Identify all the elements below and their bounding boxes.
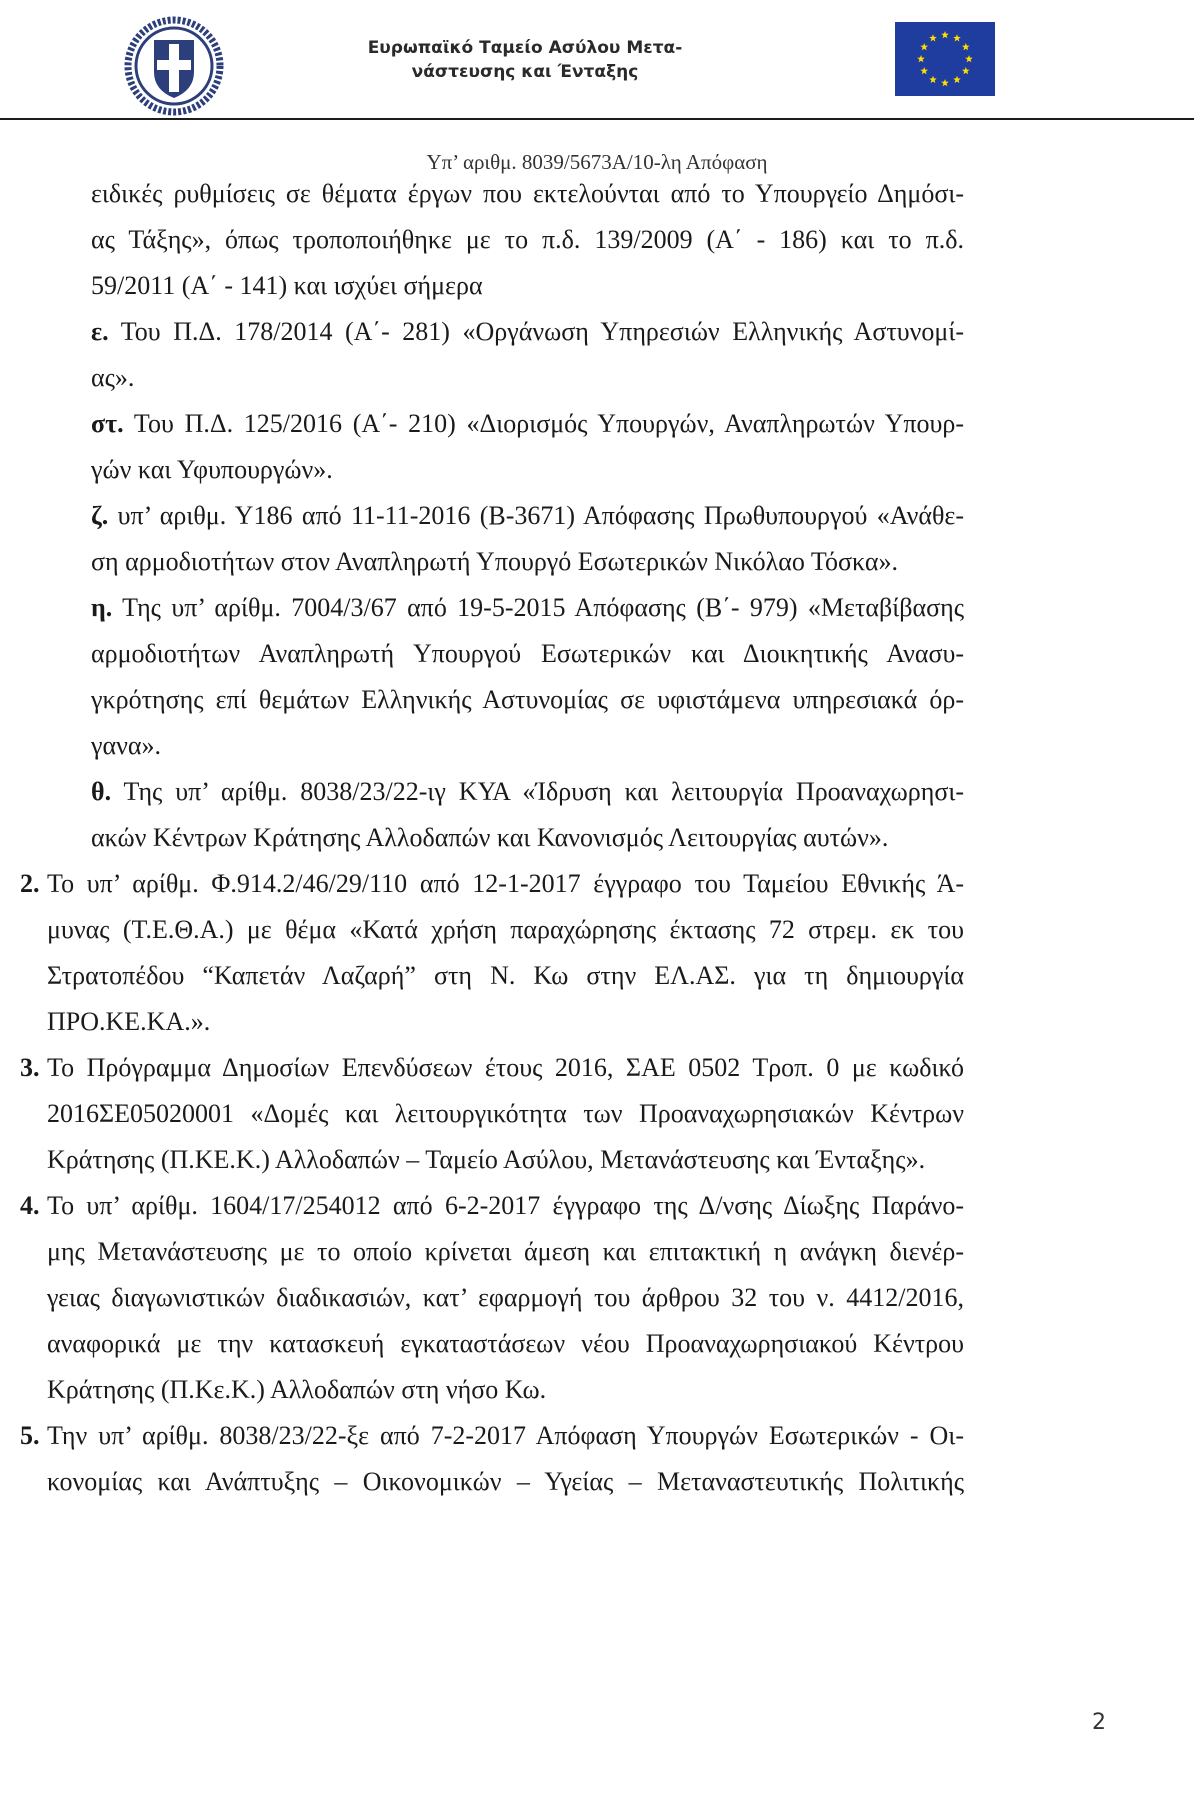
body-line: Κράτησης (Π.Κε.Κ.) Αλλοδαπών στη νήσο Κω. [47, 1375, 547, 1404]
body-line: ειδικές ρυθμίσεις σε θέματα έργων που εκτελούνται από το Υπουργείο Δημόσι- [91, 179, 964, 208]
fund-title-line-2: νάστευσης και Ένταξης [411, 62, 639, 82]
list-item-st [91, 398, 964, 450]
numbered-item-4: Το υπ’ αρίθμ. 1604/17/254012 από 6-2-2017 έγγραφο της Δ/νσης Δίωξης Παράνο- [47, 1191, 964, 1220]
list-item-z [91, 490, 964, 542]
body-line: μυνας (Τ.Ε.Θ.Α.) με θέμα «Κατά χρήση παραχώρησης έκτασης 72 στρεμ. εκ του [47, 915, 964, 944]
body-line: ση αρμοδιοτήτων στον Αναπληρωτή Υπουργό Εσωτερικών Νικόλαο Τόσκα». [91, 547, 899, 576]
fund-title [355, 36, 695, 84]
item-marker: ε. [91, 317, 109, 346]
page-header [0, 0, 1194, 120]
item-text: Της υπ’ αρίθμ. 8038/23/22-ιγ ΚΥΑ «Ίδρυση και λειτουργία Προαναχωρησι- [123, 777, 964, 806]
page-number: 2 [1092, 1710, 1106, 1735]
body-line: μης Μετανάστευσης με το οποίο κρίνεται άμεση και επιτακτική η ανάγκη διενέρ- [47, 1237, 964, 1266]
item-number: 4. [20, 1191, 40, 1220]
body-line: Στρατοπέδου “Καπετάν Λαζαρή” στη Ν. Κω στην ΕΛ.ΑΣ. για τη δημιουργία [47, 961, 964, 990]
body-line: γανα». [91, 731, 161, 760]
item-marker: στ. [91, 409, 124, 438]
decision-reference: Υπ’ αριθμ. 8039/5673Α/10-λη Απόφαση [426, 150, 768, 174]
body-line: αναφορικά με την κατασκευή εγκαταστάσεων νέου Προαναχωρησιακού Κέντρου [47, 1329, 964, 1358]
body-line: ΠΡΟ.ΚΕ.ΚΑ.». [47, 1007, 211, 1036]
body-line: 59/2011 (Α΄ - 141) και ισχύει σήμερα [91, 271, 483, 300]
body-line: Κράτησης (Π.ΚΕ.Κ.) Αλλοδαπών – Ταμείο Ασύλου, Μετανάστευσης και Ένταξης». [47, 1145, 926, 1174]
body-line: 2016ΣΕ05020001 «Δομές και λειτουργικότητα των Προαναχωρησιακών Κέντρων [47, 1099, 964, 1128]
body-line: κονομίας και Ανάπτυξης – Οικονομικών – Υγείας – Μεταναστευτικής Πολιτικής [47, 1467, 964, 1496]
item-number: 3. [20, 1053, 40, 1082]
header-divider [0, 118, 1194, 120]
item-marker: ζ. [91, 501, 109, 530]
numbered-item-5: Την υπ’ αρίθμ. 8038/23/22-ξε από 7-2-2017 Απόφαση Υπουργών Εσωτερικών - Οι- [47, 1421, 964, 1450]
item-marker: θ. [91, 777, 112, 806]
item-text: Του Π.Δ. 125/2016 (Α΄- 210) «Διορισμός Υπουργών, Αναπληρωτών Υπουρ- [133, 409, 965, 438]
body-line: γκρότησης επί θεμάτων Ελληνικής Αστυνομίας σε υφιστάμενα υπηρεσιακά όρ- [91, 685, 964, 714]
body-line: ακών Κέντρων Κράτησης Αλλοδαπών και Κανονισμός Λειτουργίας αυτών». [91, 823, 889, 852]
body-line: ας Τάξης», όπως τροποποιήθηκε με το π.δ. 139/2009 (Α΄ - 186) και το π.δ. [91, 225, 964, 254]
item-number: 5. [20, 1421, 40, 1450]
item-marker: η. [91, 593, 113, 622]
numbered-item-2: Το υπ’ αρίθμ. Φ.914.2/46/29/110 από 12-1-2017 έγγραφο του Ταμείου Εθνικής Ά- [47, 869, 964, 898]
item-text: Του Π.Δ. 178/2014 (Α΄- 281) «Οργάνωση Υπηρεσιών Ελληνικής Αστυνομί- [120, 317, 965, 346]
item-text: Της υπ’ αρίθμ. 7004/3/67 από 19-5-2015 Απόφασης (Β΄- 979) «Μεταβίβασης [122, 593, 964, 622]
eu-flag-icon [895, 22, 995, 96]
body-line: αρμοδιοτήτων Αναπληρωτή Υπουργού Εσωτερικών και Διοικητικής Ανασυ- [91, 639, 964, 668]
greek-coat-of-arms-icon [124, 16, 224, 116]
fund-title-line-1: Ευρωπαϊκό Ταμείο Ασύλου Μετα- [367, 38, 683, 58]
body-line: γών και Υφυπουργών». [91, 455, 333, 484]
item-number: 2. [20, 869, 40, 898]
numbered-item-3: Το Πρόγραμμα Δημοσίων Επενδύσεων έτους 2016, ΣΑΕ 0502 Τροπ. 0 με κωδικό [47, 1053, 964, 1082]
list-item-th [91, 766, 964, 818]
list-item-e [91, 306, 964, 358]
list-item-i [91, 582, 964, 634]
item-text: υπ’ αριθμ. Υ186 από 11-11-2016 (Β-3671) Απόφασης Πρωθυπουργού «Ανάθε- [117, 501, 965, 530]
body-line: γειας διαγωνιστικών διαδικασιών, κατ’ εφαρμογή του άρθρου 32 του ν. 4412/2016, [47, 1283, 964, 1312]
body-line: ας». [91, 363, 135, 392]
